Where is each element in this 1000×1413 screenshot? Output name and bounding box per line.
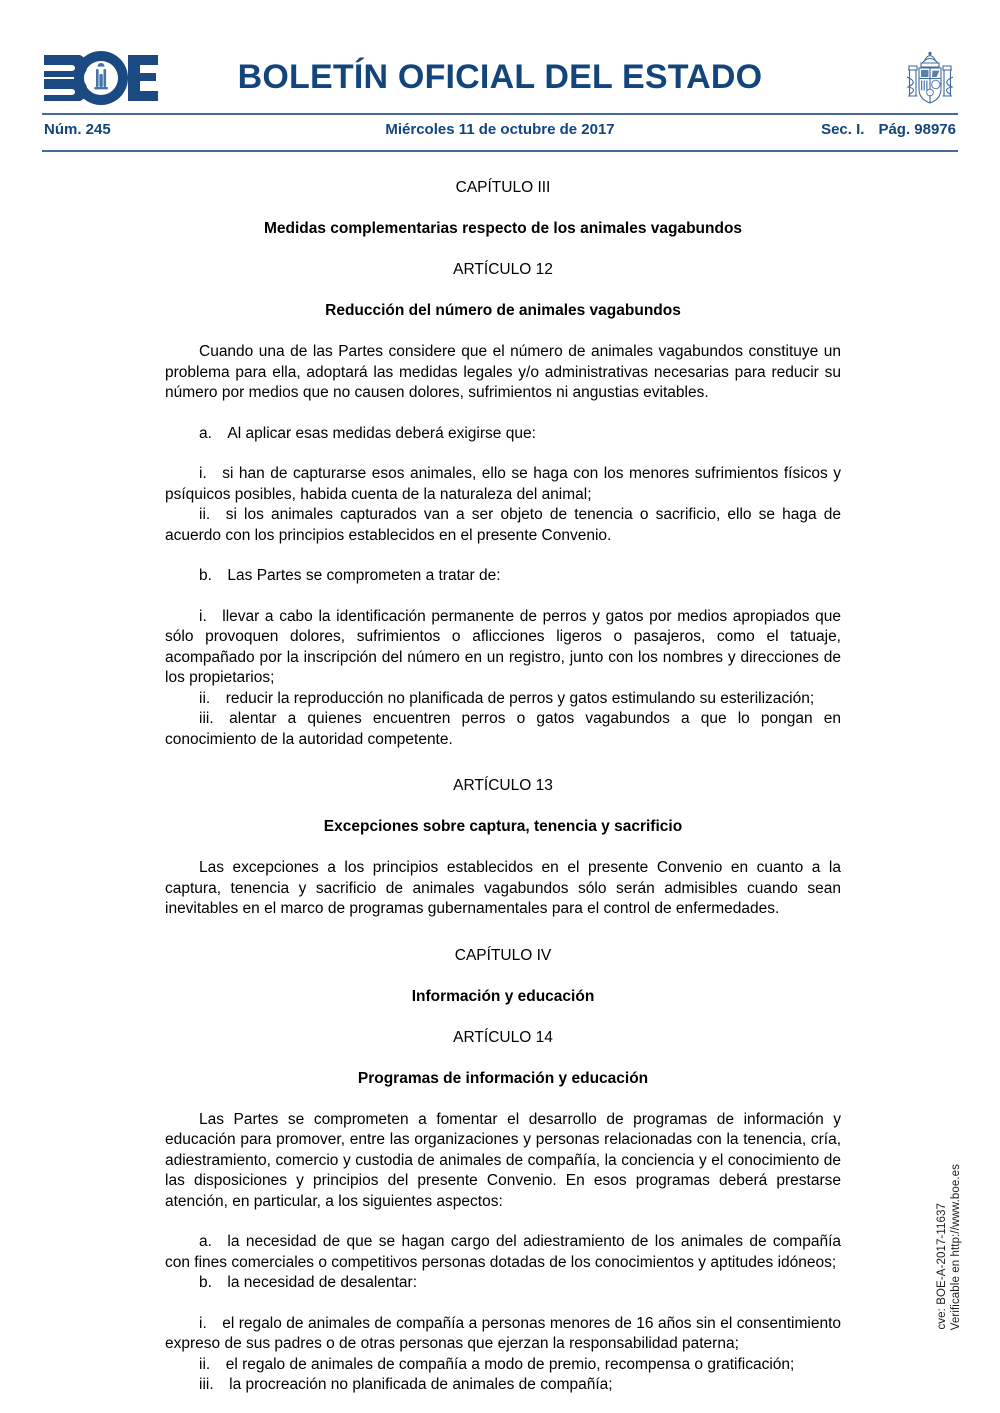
article-14-list-top bbox=[165, 1232, 841, 1294]
article-12-item-b-ii: ii. reducir la reproducción no planificada de perros y gatos estimulando su esterilización; bbox=[199, 689, 815, 707]
article-14-title: Programas de información y educación bbox=[357, 1069, 649, 1087]
publication-date: Miércoles 11 de octubre de 2017 bbox=[385, 121, 615, 138]
article-12-title: Reducción del número de animales vagabundos bbox=[325, 302, 681, 319]
article-12-item-b-i: i. llevar a cabo la identificación permanente de perros y gatos por medios apropiados que sólo provoquen dolores, sufrimientos o aflicciones ligeros o pasajeros, como el tatuaje, acompañado por la inscripción del número en un registro, junto con los nombres y direcciones de los propietarios; bbox=[165, 607, 841, 686]
article-14-item-a: a. la necesidad de que se hagan cargo del adiestramiento de los animales de compañía con fines comerciales o competitivos personas dotadas de los conocimientos y aptitudes idóneos; bbox=[165, 1233, 841, 1271]
masthead bbox=[0, 0, 1000, 116]
chapter-4-label: CAPÍTULO IV bbox=[454, 946, 552, 964]
issue-number: Núm. 245 bbox=[44, 121, 111, 138]
cve-sidebar bbox=[936, 1130, 970, 1330]
article-12-label: ARTÍCULO 12 bbox=[453, 261, 553, 278]
article-14-item-b-iii: iii. la procreación no planificada de animales de compañía; bbox=[199, 1376, 613, 1393]
article-14-intro: Las Partes se comprometen a fomentar el desarrollo de programas de información y educación para promover, entre las organizaciones y personas relacionadas con la tenencia, cría, adiestramiento, comercio y custodia de animales de compañía, la conciencia y el conocimiento de las disposiciones y principios del presente Convenio. En esos programas deberá prestarse atención, en particular, a los siguientes aspectos: bbox=[165, 1110, 841, 1210]
page-label: Pág. 98976 bbox=[878, 121, 956, 138]
verification-url: Verificable en http://www.boe.es bbox=[950, 1163, 962, 1330]
cve-code: cve: BOE-A-2017-11637 bbox=[936, 1203, 948, 1330]
article-12-list-b bbox=[165, 607, 841, 751]
article-12-list-a bbox=[165, 464, 841, 546]
article-14-item-b-i: i. el regalo de animales de compañía a personas menores de 16 años sin el consentimiento expreso de sus padres o de otras personas que ejerzan la responsabilidad paterna; bbox=[165, 1314, 841, 1352]
article-12-item-a-i: i. si han de capturarse esos animales, ello se haga con los menores sufrimientos físicos y psíquicos posibles, habida cuenta de la naturaleza del animal; bbox=[165, 465, 841, 503]
header-rule-top bbox=[42, 113, 958, 115]
article-14-item-b-ii: ii. el regalo de animales de compañía a modo de premio, recompensa o gratificación; bbox=[199, 1355, 795, 1373]
article-12-item-a-ii: ii. si los animales capturados van a ser objeto de tenencia o sacrificio, ello se haga de acuerdo con los principios establecidos en el presente Convenio. bbox=[165, 506, 841, 544]
article-12-item-b-iii: iii. alentar a quienes encuentren perros o gatos vagabundos a que lo pongan en conocimiento de la autoridad competente. bbox=[165, 710, 841, 748]
article-13-title: Excepciones sobre captura, tenencia y sacrificio bbox=[323, 818, 683, 835]
article-12-item-a: a. Al aplicar esas medidas deberá exigirse que: bbox=[199, 424, 536, 442]
document-body bbox=[165, 178, 841, 1396]
article-14-item-b: b. la necesidad de desalentar: bbox=[199, 1274, 418, 1291]
article-14-list-b bbox=[165, 1314, 841, 1396]
article-13-label: ARTÍCULO 13 bbox=[453, 777, 553, 794]
article-14-label: ARTÍCULO 14 bbox=[453, 1028, 553, 1046]
coat-of-arms-icon bbox=[897, 47, 963, 113]
section-label: Sec. I. bbox=[821, 121, 865, 138]
chapter-3-title: Medidas complementarias respecto de los animales vagabundos bbox=[263, 220, 743, 237]
chapter-3-label: CAPÍTULO III bbox=[455, 179, 551, 196]
header-rule-bottom bbox=[42, 150, 958, 152]
masthead-title: BOLETÍN OFICIAL DEL ESTADO bbox=[237, 58, 763, 96]
article-12-intro: Cuando una de las Partes considere que el número de animales vagabundos constituye un problema para ella, adoptará las medidas legales y/o administrativas necesarias para reducir su número por medios que no causen dolores, sufrimientos ni angustias evitables. bbox=[165, 343, 841, 401]
section-page-info bbox=[821, 121, 956, 138]
article-13-body: Las excepciones a los principios establecidos en el presente Convenio en cuanto a la captura, tenencia y sacrificio de animales vagabundos sólo serán admisibles cuando sean inevitables en el marco de programas gubernamentales para el control de enfermedades. bbox=[165, 859, 841, 917]
chapter-4-title: Información y educación bbox=[411, 987, 595, 1005]
article-12-item-b: b. Las Partes se comprometen a tratar de: bbox=[199, 567, 501, 584]
